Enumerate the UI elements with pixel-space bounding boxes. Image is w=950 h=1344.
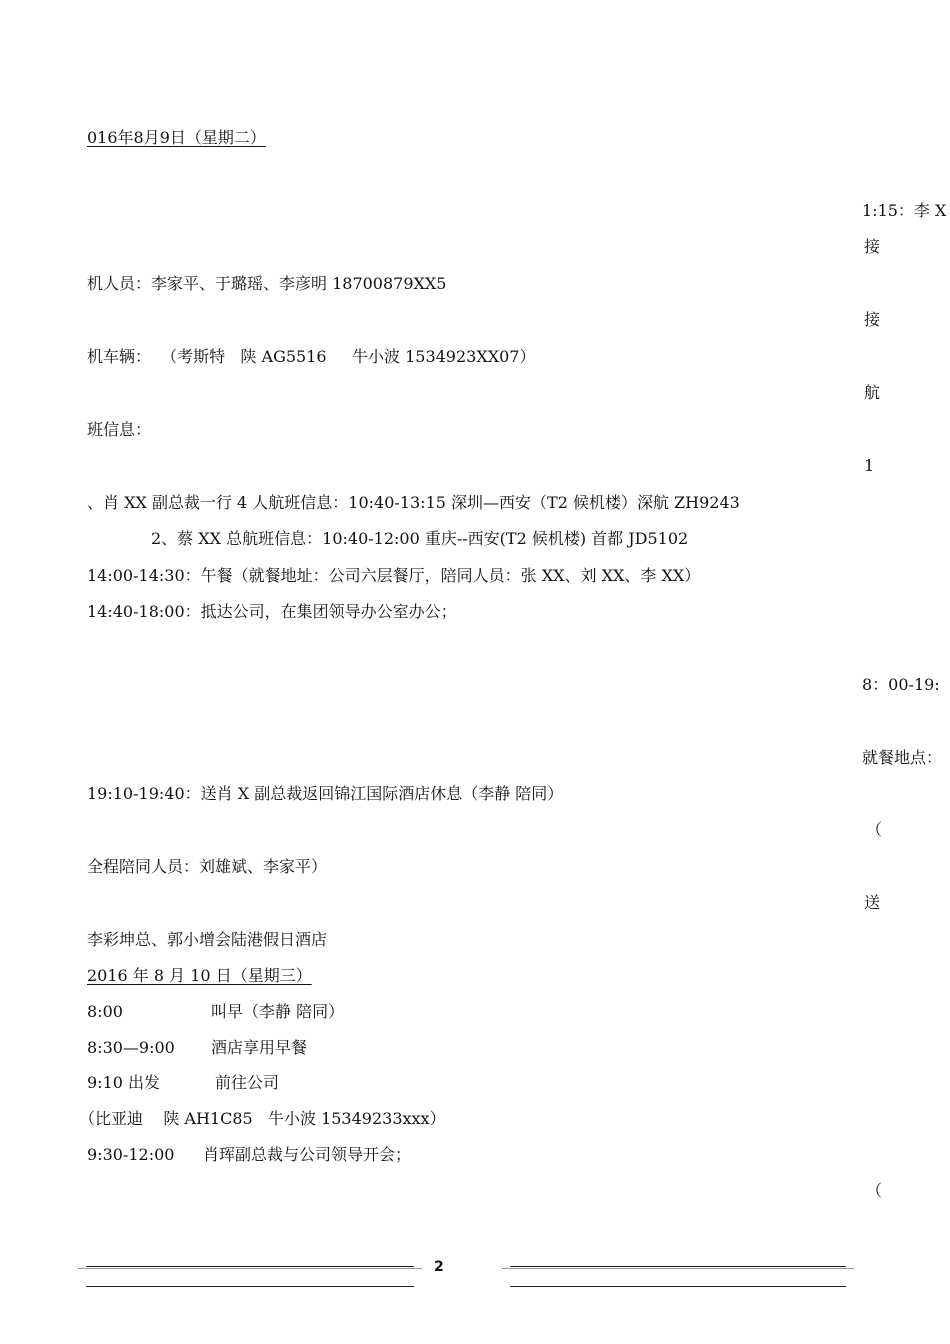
breakfast-time: 8:30—9:00 bbox=[87, 1038, 175, 1057]
right-line-9: 送 bbox=[864, 893, 881, 912]
escort-staff: 全程陪同人员：刘雄斌、李家平） bbox=[87, 857, 328, 876]
footer-left-rule bbox=[86, 1266, 414, 1267]
right-line-10: （ bbox=[866, 1181, 883, 1200]
flight-info-1: 、肖 XX 副总裁一行 4 人航班信息：10:40-13:15 深圳—西安（T2 候机楼）深航 ZH9243 bbox=[87, 493, 740, 512]
meeting-desc: 肖珲副总裁与公司领导开会； bbox=[203, 1145, 412, 1164]
breakfast-desc: 酒店享用早餐 bbox=[211, 1038, 308, 1057]
footer-right-rule-top bbox=[502, 1268, 854, 1269]
flight-info-2: 2、蔡 XX 总航班信息：10:40-12:00 重庆--西安(T2 候机楼) 首都 JD5102 bbox=[151, 529, 689, 548]
right-line-4: 航 bbox=[864, 383, 881, 402]
depart-time: 9:10 出发 bbox=[87, 1073, 161, 1092]
lunch-schedule: 14:00-14:30：午餐（就餐地址：公司六层餐厅，陪同人员：张 XX、刘 XX、李 XX） bbox=[87, 566, 701, 585]
hotel-return-schedule: 19:10-19:40：送肖 X 副总裁返回锦江国际酒店休息（李静 陪同） bbox=[87, 784, 564, 803]
wake-time: 8:00 bbox=[87, 1002, 123, 1021]
right-line-2: 接 bbox=[864, 237, 881, 256]
meeting-time: 9:30-12:00 bbox=[87, 1145, 175, 1164]
right-line-7: 就餐地点： bbox=[862, 748, 943, 767]
right-line-6: 8：00-19: bbox=[862, 675, 940, 694]
right-line-8: （ bbox=[866, 820, 883, 839]
footer-right-rule bbox=[510, 1266, 846, 1267]
pickup-vehicle: 机车辆： （考斯特 陕 AG5516 牛小波 1534923XX07） bbox=[87, 347, 536, 366]
footer-right-rule-bottom bbox=[510, 1286, 846, 1287]
right-line-3: 接 bbox=[864, 310, 881, 329]
depart-desc: 前往公司 bbox=[215, 1073, 280, 1092]
date-heading-2: 2016 年 8 月 10 日（星期三） bbox=[87, 966, 312, 985]
right-line-5: 1 bbox=[864, 456, 875, 475]
flight-info-label: 班信息： bbox=[87, 420, 152, 439]
right-line-1: 1:15：李 X bbox=[862, 201, 947, 220]
car-info: （比亚迪 陕 AH1C85 牛小波 15349233xxx） bbox=[79, 1109, 446, 1128]
office-schedule: 14:40-18:00：抵达公司，在集团领导办公室办公； bbox=[87, 602, 457, 621]
meeting-hotel: 李彩坤总、郭小增会陆港假日酒店 bbox=[87, 930, 328, 949]
page-number: 2 bbox=[434, 1259, 444, 1275]
pickup-staff: 机人员：李家平、于璐瑶、李彦明 18700879XX5 bbox=[87, 274, 447, 293]
footer-left-rule-top bbox=[78, 1268, 422, 1269]
date-heading-1: 016年8月9日（星期二） bbox=[87, 128, 266, 147]
wake-desc: 叫早（李静 陪同） bbox=[211, 1002, 345, 1021]
footer-left-rule-bottom bbox=[86, 1286, 414, 1287]
